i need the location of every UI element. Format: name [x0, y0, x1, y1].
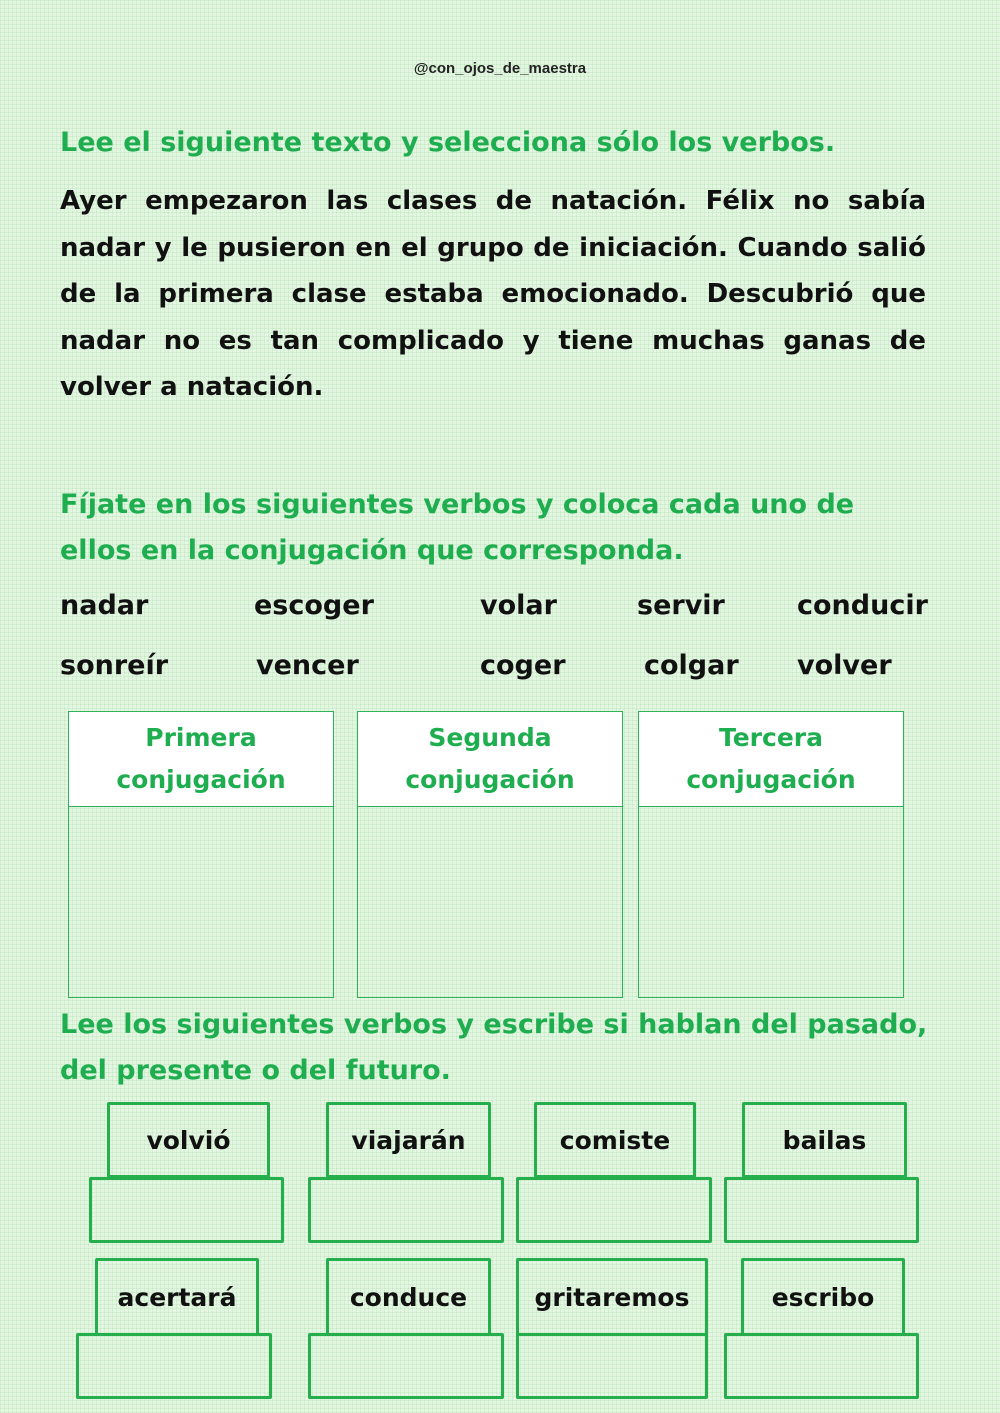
draggable-verb[interactable]: colgar	[644, 650, 739, 681]
column-header-line1: Segunda	[428, 723, 552, 752]
answer-input[interactable]	[724, 1177, 919, 1243]
verb-card: escribo	[741, 1258, 905, 1336]
draggable-verb[interactable]: conducir	[797, 590, 928, 621]
answer-input[interactable]	[516, 1177, 712, 1243]
drop-zone-segunda[interactable]	[357, 711, 623, 998]
verb-card: viajarán	[326, 1102, 491, 1178]
verb-card: volvió	[107, 1102, 270, 1178]
answer-input[interactable]	[308, 1177, 504, 1243]
draggable-verb[interactable]: vencer	[256, 650, 359, 681]
verb-card: conduce	[326, 1258, 491, 1336]
draggable-verb[interactable]: servir	[637, 590, 725, 621]
column-header	[69, 712, 333, 807]
answer-input[interactable]	[308, 1333, 504, 1399]
verb-card: acertará	[95, 1258, 259, 1336]
column-header-line1: Tercera	[718, 723, 823, 752]
author-handle: @con_ojos_de_maestra	[413, 60, 587, 77]
column-header-line1: Primera	[145, 723, 257, 752]
column-header-line2: conjugación	[116, 765, 286, 794]
draggable-verb[interactable]: coger	[480, 650, 566, 681]
answer-input[interactable]	[89, 1177, 284, 1243]
column-header-line2: conjugación	[405, 765, 575, 794]
draggable-verb[interactable]: sonreír	[60, 650, 169, 681]
verb-card: gritaremos	[516, 1258, 708, 1336]
section1-title: Lee el siguiente texto y selecciona sólo los verbos.	[60, 127, 836, 158]
verb-card: bailas	[742, 1102, 907, 1178]
verb-card: comiste	[534, 1102, 696, 1178]
draggable-verb[interactable]: escoger	[254, 590, 374, 621]
drop-zone-primera[interactable]	[68, 711, 334, 998]
draggable-verb[interactable]: nadar	[60, 590, 149, 621]
column-header	[358, 712, 622, 807]
drop-zone-tercera[interactable]	[638, 711, 904, 998]
draggable-verb[interactable]: volar	[480, 590, 557, 621]
section2-title: Fíjate en los siguientes verbos y coloca cada uno de ellos en la conjugación que corresponda.	[60, 489, 855, 566]
reading-text: Ayer empezaron las clases de natación. Félix no sabía nadar y le pusieron en el grupo de iniciación. Cuando salió de la primera clase estaba emocionado. Descubrió que nadar no es tan complicado y tiene muchas ganas de volver a natación.	[60, 186, 926, 402]
draggable-verb[interactable]: volver	[797, 650, 892, 681]
answer-input[interactable]	[516, 1333, 708, 1399]
answer-input[interactable]	[76, 1333, 272, 1399]
answer-input[interactable]	[724, 1333, 919, 1399]
column-header	[639, 712, 903, 807]
section3-title: Lee los siguientes verbos y escribe si hablan del pasado, del presente o del futuro.	[60, 1009, 928, 1086]
column-header-line2: conjugación	[686, 765, 856, 794]
